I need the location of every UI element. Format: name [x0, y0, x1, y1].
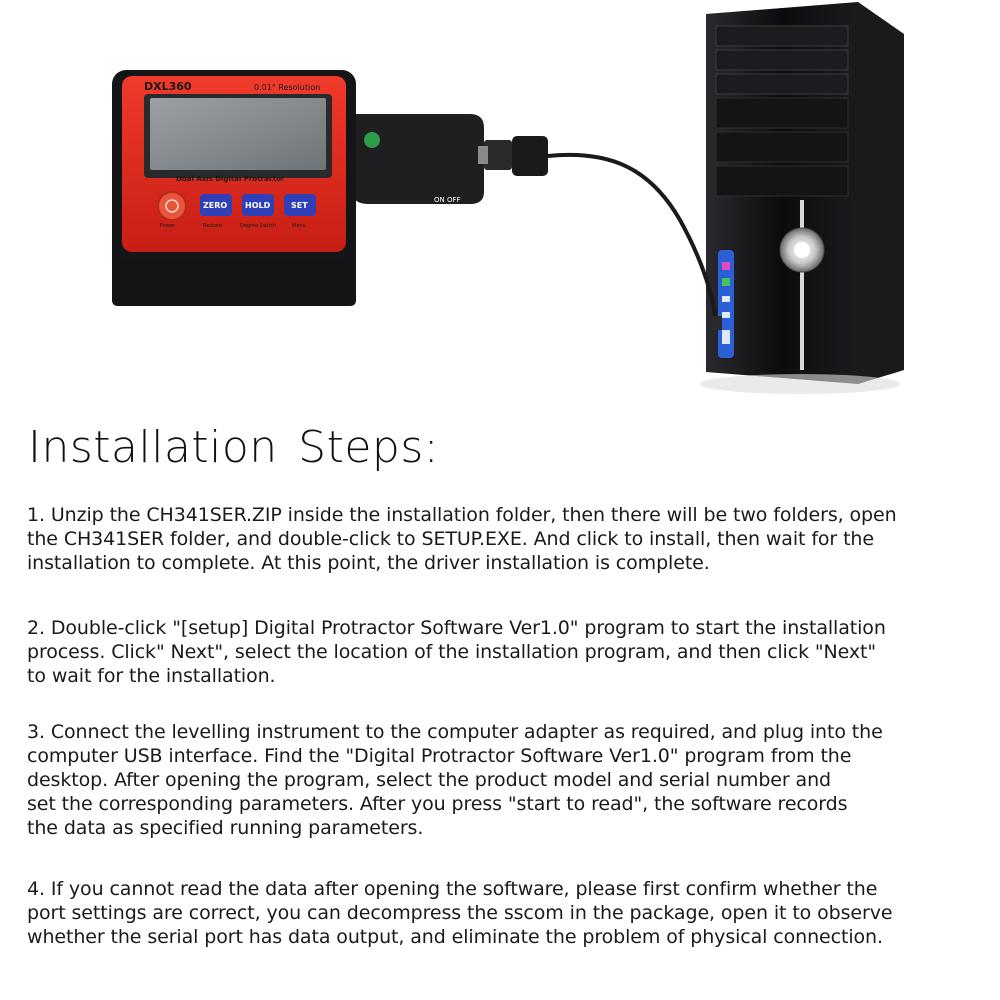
step-1-line: the CH341SER folder, and double-click to SETUP.EXE. And click to install, then wait for the	[27, 528, 874, 550]
pc-tower-icon	[700, 2, 904, 394]
product-illustration	[0, 0, 1000, 410]
hold-button-label: HOLD	[245, 201, 271, 210]
step-1-line: 1. Unzip the CH341SER.ZIP inside the installation folder, then there will be two folders, open	[27, 504, 897, 526]
step-4-line: whether the serial port has data output, and eliminate the problem of physical connection.	[27, 926, 883, 948]
step-1-line: installation to complete. At this point, the driver installation is complete.	[27, 552, 710, 574]
set-button-label: SET	[291, 201, 308, 210]
zero-caption: Restore	[203, 223, 222, 229]
step-3-line: desktop. After opening the program, select the product model and serial number and	[27, 769, 831, 791]
device-subtitle-label: Dual Axis Digital Protractor	[176, 175, 285, 183]
adapter-switch-label: ON OFF	[434, 196, 461, 204]
step-3-line: computer USB interface. Find the "Digital Protractor Software Ver1.0" program from the	[27, 745, 852, 767]
step-3-line: 3. Connect the levelling instrument to the computer adapter as required, and plug into the	[27, 721, 883, 743]
step-2	[27, 616, 886, 688]
usb-adapter-icon	[352, 114, 548, 204]
usb-cable	[548, 155, 716, 322]
power-button-icon	[158, 192, 186, 220]
step-4	[27, 877, 892, 949]
set-caption: Menu	[292, 223, 306, 229]
step-4-line: port settings are correct, you can decompress the sscom in the package, open it to observe	[27, 902, 893, 924]
step-2-line: 2. Double-click "[setup] Digital Protractor Software Ver1.0" program to start the installation	[27, 617, 886, 639]
zero-button-label: ZERO	[203, 201, 228, 210]
device-model-label: DXL360	[144, 80, 192, 93]
step-4-line: 4. If you cannot read the data after opening the software, please first confirm whether the	[27, 878, 878, 900]
device-resolution-label: 0.01° Resolution	[254, 83, 321, 92]
digital-protractor-icon	[112, 70, 356, 306]
step-1	[27, 503, 897, 575]
power-caption: Power	[160, 223, 176, 229]
step-3	[27, 720, 883, 840]
step-2-line: process. Click" Next", select the location of the installation program, and then click "Next"	[27, 641, 877, 663]
page-title: Installation Steps:	[28, 422, 440, 473]
step-3-line: set the corresponding parameters. After you press "start to read", the software records	[27, 793, 848, 815]
hold-caption: Degree Switch	[240, 223, 277, 229]
step-3-line: the data as specified running parameters.	[27, 817, 424, 839]
step-2-line: to wait for the installation.	[27, 665, 276, 687]
